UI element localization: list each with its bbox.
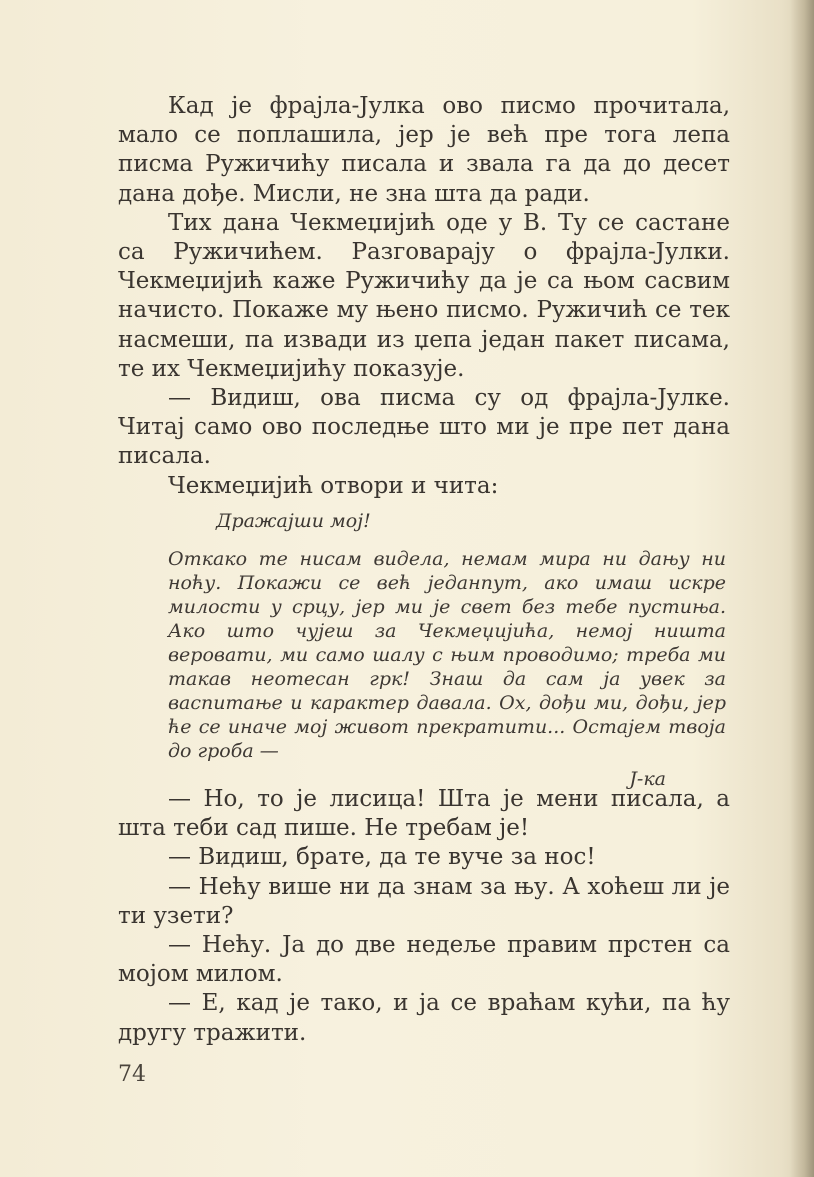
dialogue-text <box>118 785 730 1048</box>
letter-body: Откако те нисам видела, немам мира ни дању ни ноћу. Покажи се већ једанпут, ако имаш искре милости у срцу, јер ми је свет без тебе пустиња. Ако што чујеш за Чекмеџијића, немој ништа веровати, ми само шалу с њим проводимо; треба ми такав неотесан грк! Знаш да сам ја увек за васпитање и карактер давала. Ох, дођи ми, дођи, јер ће се иначе мој живот прекратити... Остајем твоја до гроба — <box>168 548 726 762</box>
letter-signature: Ј-ка <box>629 768 666 790</box>
dialogue-line: — Но, то је лисица! Шта је мени писала, а шта теби сад пише. Не требам је! <box>118 786 730 842</box>
paragraph: Чекмеџијић отвори и чита: <box>168 472 499 499</box>
narrative-text <box>118 92 730 501</box>
paragraph: Тих дана Чекмеџијић оде у В. Ту се састане са Ружичићем. Разговарају о фрајла-Јулки. Чекмеџијић каже Ружичићу да је са њом сасвим начисто. Покаже му њено писмо. Ружичић се тек насмеши, па извади из џепа један пакет писама, те их Чекмеџијићу показује. <box>118 209 730 382</box>
page-number: 74 <box>118 1062 146 1087</box>
dialogue-line: — Е, кад је тако, и ја се враћам кући, па ћу другу тражити. <box>118 990 730 1046</box>
paragraph: — Видиш, ова писма су од фрајла-Јулке. Читај само ово последње што ми је пре пет дана писала. <box>118 385 730 470</box>
quoted-letter <box>168 509 726 791</box>
dialogue-line: — Видиш, брате, да те вуче за нос! <box>168 844 596 871</box>
dialogue-line: — Нећу више ни да знам за њу. А хоћеш ли је ти узети? <box>118 873 730 929</box>
dialogue-line: — Нећу. Ја до две недеље правим прстен са мојом милом. <box>118 932 730 988</box>
letter-salutation: Дражајши мој! <box>216 510 371 532</box>
paragraph: Кад је фрајла-Јулка ово писмо прочитала, мало се поплашила, јер је већ пре тога лепа писма Ружичићу писала и звала га да до десет дана дође. Мисли, не зна шта да ради. <box>118 93 730 207</box>
page-edge-shadow <box>790 0 814 1177</box>
